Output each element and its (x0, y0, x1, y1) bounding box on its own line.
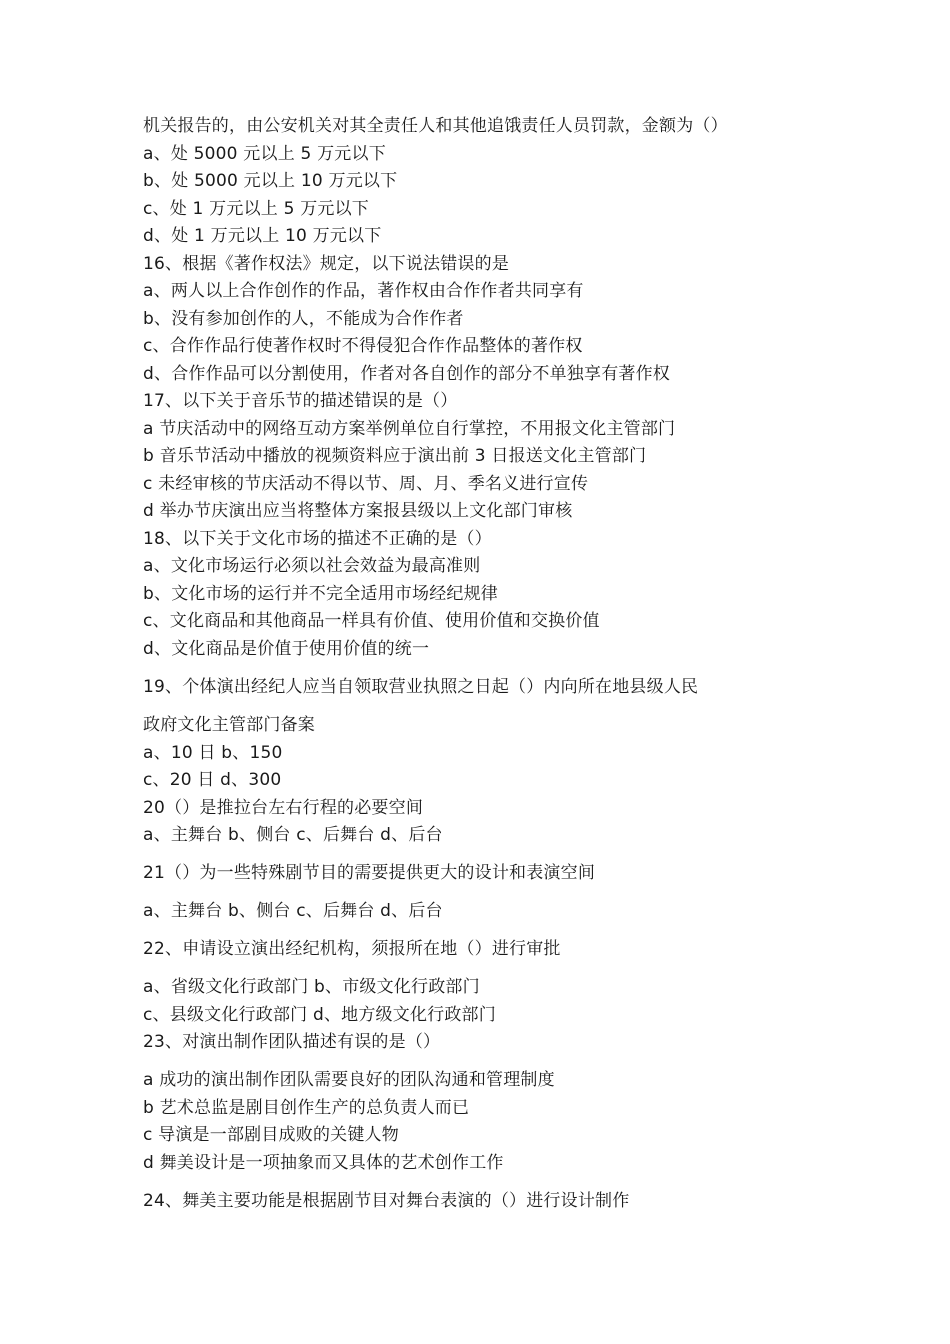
option-line: b 艺术总监是剧目创作生产的总负责人而已 (143, 1098, 470, 1118)
option-line: a、两人以上合作创作的作品，著作权由合作作者共同享有 (143, 281, 584, 301)
option-line: c、县级文化行政部门 d、地方级文化行政部门 (143, 1005, 496, 1025)
option-line: a、主舞台 b、侧台 c、后舞台 d、后台 (143, 825, 443, 845)
option-line: c、合作作品行使著作权时不得侵犯合作作品整体的著作权 (143, 336, 583, 356)
option-line: a 节庆活动中的网络互动方案举例单位自行掌控，不用报文化主管部门 (143, 419, 676, 439)
option-line: a、处 5000 元以上 5 万元以下 (143, 144, 386, 164)
option-line: a 成功的演出制作团队需要良好的团队沟通和管理制度 (143, 1070, 555, 1090)
option-line: c、处 1 万元以上 5 万元以下 (143, 199, 369, 219)
option-line: c、文化商品和其他商品一样具有价值、使用价值和交换价值 (143, 611, 600, 631)
option-line: d 舞美设计是一项抽象而又具体的艺术创作工作 (143, 1153, 504, 1173)
option-line: b、处 5000 元以上 10 万元以下 (143, 171, 398, 191)
question-line: 政府文化主管部门备案 (143, 715, 315, 735)
question-line: 22、申请设立演出经纪机构，须报所在地（）进行审批 (143, 939, 561, 959)
option-line: b 音乐节活动中播放的视频资料应于演出前 3 日报送文化主管部门 (143, 446, 647, 466)
question-line: 19、个体演出经纪人应当自领取营业执照之日起（）内向所在地县级人民 (143, 677, 699, 697)
option-line: a、文化市场运行必须以社会效益为最高准则 (143, 556, 481, 576)
option-line: a、10 日 b、150 (143, 743, 283, 763)
option-line: d、文化商品是价值于使用价值的统一 (143, 639, 430, 659)
question-line: 20（）是推拉台左右行程的必要空间 (143, 798, 424, 818)
option-line: c 导演是一部剧目成败的关键人物 (143, 1125, 399, 1145)
option-line: d、处 1 万元以上 10 万元以下 (143, 226, 382, 246)
question-line: 16、根据《著作权法》规定，以下说法错误的是 (143, 254, 510, 274)
text-line: 机关报告的，由公安机关对其全责任人和其他追饿责任人员罚款，金额为（） (143, 116, 728, 136)
option-line: c、20 日 d、300 (143, 770, 282, 790)
option-line: d、合作作品可以分割使用，作者对各自创作的部分不单独享有著作权 (143, 364, 670, 384)
question-line: 23、对演出制作团队描述有误的是（） (143, 1032, 441, 1052)
question-line: 18、以下关于文化市场的描述不正确的是（） (143, 529, 492, 549)
option-line: d 举办节庆演出应当将整体方案报县级以上文化部门审核 (143, 501, 573, 521)
option-line: c 未经审核的节庆活动不得以节、周、月、季名义进行宣传 (143, 474, 589, 494)
option-line: b、没有参加创作的人，不能成为合作作者 (143, 309, 464, 329)
option-line: a、省级文化行政部门 b、市级文化行政部门 (143, 977, 480, 997)
question-line: 24、舞美主要功能是根据剧节目对舞台表演的（）进行设计制作 (143, 1191, 630, 1211)
option-line: a、主舞台 b、侧台 c、后舞台 d、后台 (143, 901, 443, 921)
option-line: b、文化市场的运行并不完全适用市场经纪规律 (143, 584, 498, 604)
question-line: 17、以下关于音乐节的描述错误的是（） (143, 391, 458, 411)
question-line: 21（）为一些特殊剧节目的需要提供更大的设计和表演空间 (143, 863, 596, 883)
